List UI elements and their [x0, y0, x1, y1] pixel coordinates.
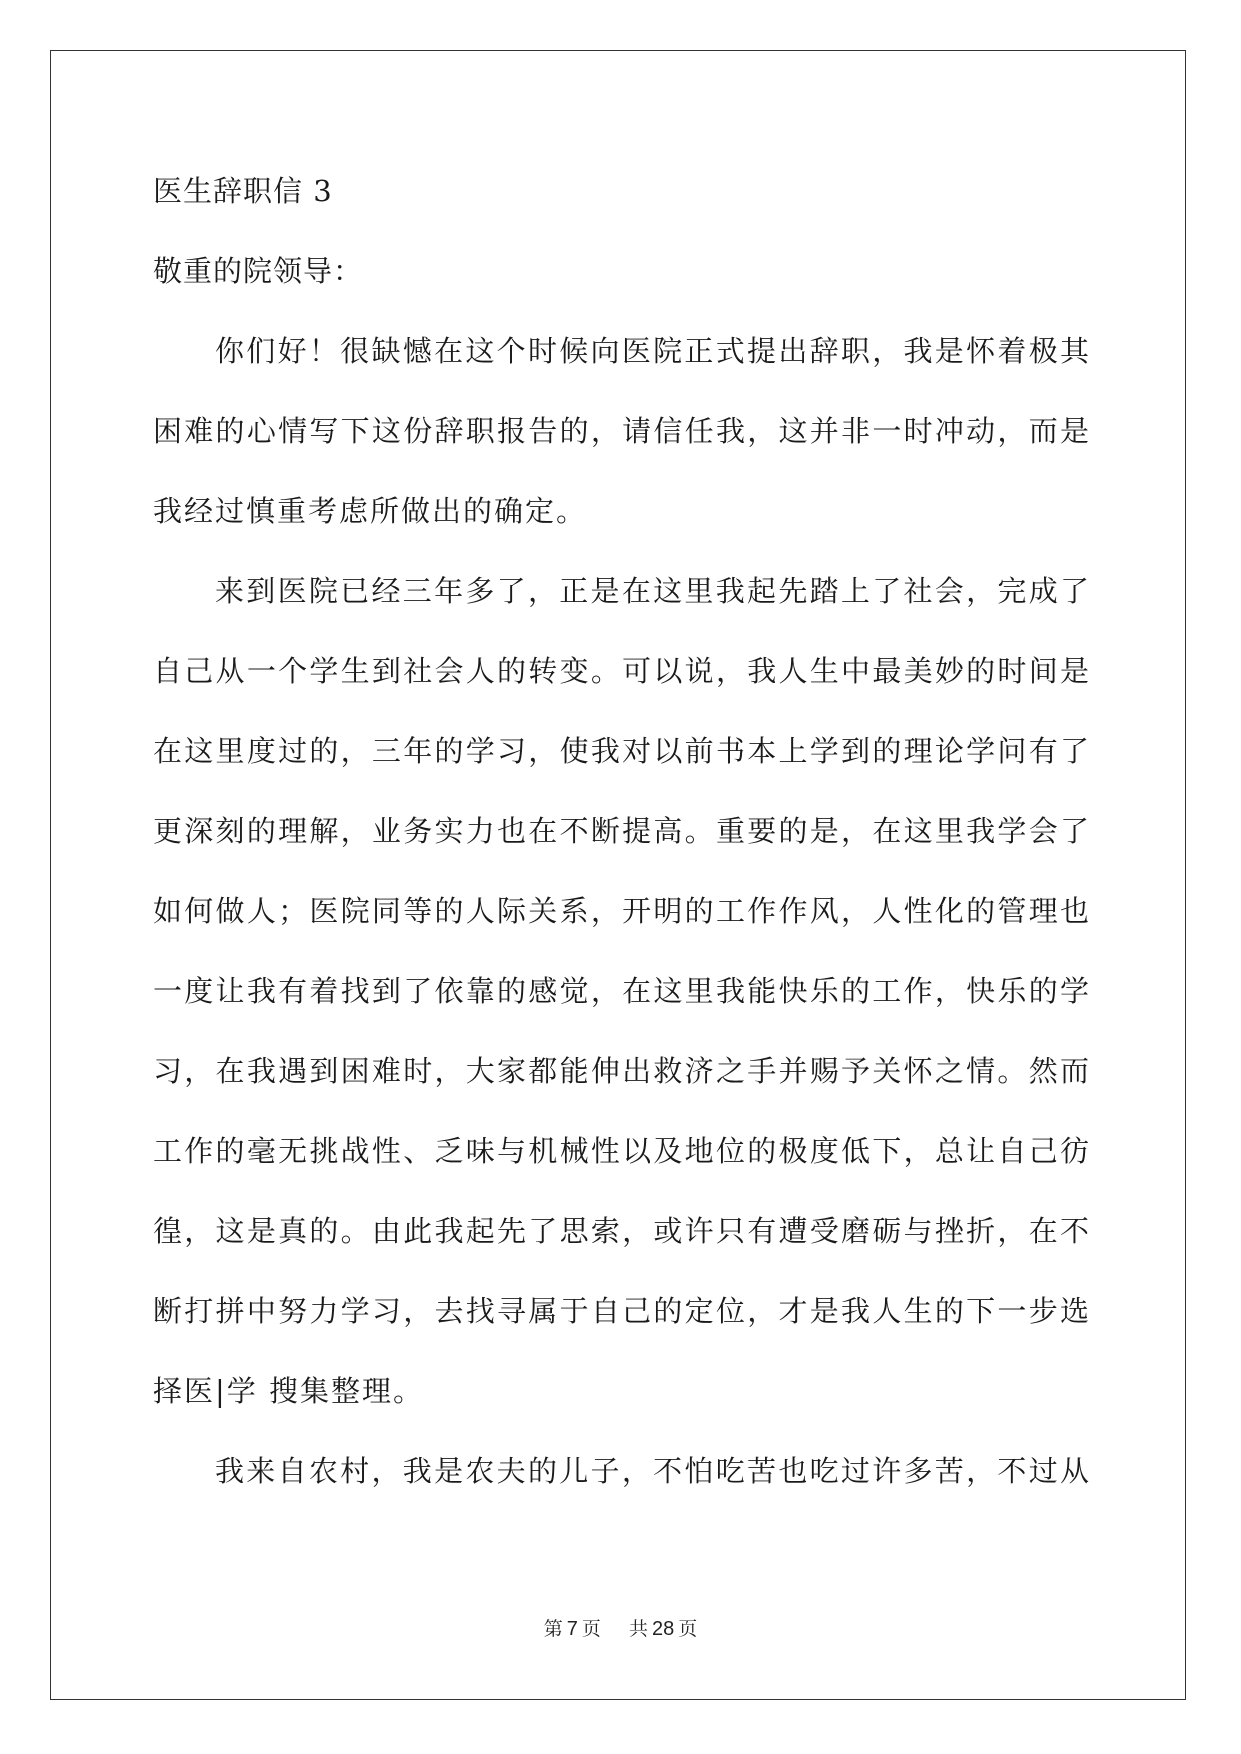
paragraph-line: 更深刻的理解，业务实力也在不断提高。重要的是，在这里我学会了 [153, 814, 1089, 848]
paragraph-line: 来到医院已经三年多了，正是在这里我起先踏上了社会，完成了 [215, 574, 1089, 608]
total-prefix: 共 [629, 1618, 649, 1640]
total-suffix: 页 [678, 1618, 698, 1640]
paragraph-3 [153, 1452, 1089, 1490]
paragraph-line: 择医|学 搜集整理。 [153, 1374, 424, 1408]
salutation: 敬重的院领导： [153, 254, 364, 288]
paragraph-2 [153, 572, 1089, 1410]
paragraph-line: 自己从一个学生到社会人的转变。可以说，我人生中最美妙的时间是 [153, 654, 1089, 688]
paragraph-line: 习，在我遇到困难时，大家都能伸出救济之手并赐予关怀之情。然而 [153, 1054, 1089, 1088]
paragraph-line: 困难的心情写下这份辞职报告的，请信任我，这并非一时冲动，而是 [153, 414, 1089, 448]
paragraph-line: 我来自农村，我是农夫的儿子，不怕吃苦也吃过许多苦，不过从 [215, 1454, 1089, 1488]
paragraph-line: 如何做人；医院同等的人际关系，开明的工作作风，人性化的管理也 [153, 894, 1089, 928]
document-heading: 医生辞职信 3 [153, 174, 333, 208]
page-number: 7 [566, 1618, 578, 1640]
page-footer [0, 1614, 1241, 1641]
paragraph-line: 一度让我有着找到了依靠的感觉，在这里我能快乐的工作，快乐的学 [153, 974, 1089, 1008]
paragraph-1 [153, 332, 1089, 530]
paragraph-line: 断打拼中努力学习，去找寻属于自己的定位，才是我人生的下一步选 [153, 1294, 1089, 1328]
paragraph-line: 徨，这是真的。由此我起先了思索，或许只有遭受磨砺与挫折，在不 [153, 1214, 1089, 1248]
paragraph-line: 在这里度过的，三年的学习，使我对以前书本上学到的理论学问有了 [153, 734, 1089, 768]
paragraph-line: 我经过慎重考虑所做出的确定。 [153, 494, 588, 528]
page-suffix: 页 [581, 1618, 601, 1640]
document-body [153, 160, 1089, 1532]
paragraph-line: 工作的毫无挑战性、乏味与机械性以及地位的极度低下，总让自己彷 [153, 1134, 1089, 1168]
paragraph-line: 你们好！很缺憾在这个时候向医院正式提出辞职，我是怀着极其 [215, 334, 1089, 368]
total-pages: 28 [652, 1618, 675, 1640]
page-prefix: 第 [543, 1618, 563, 1640]
